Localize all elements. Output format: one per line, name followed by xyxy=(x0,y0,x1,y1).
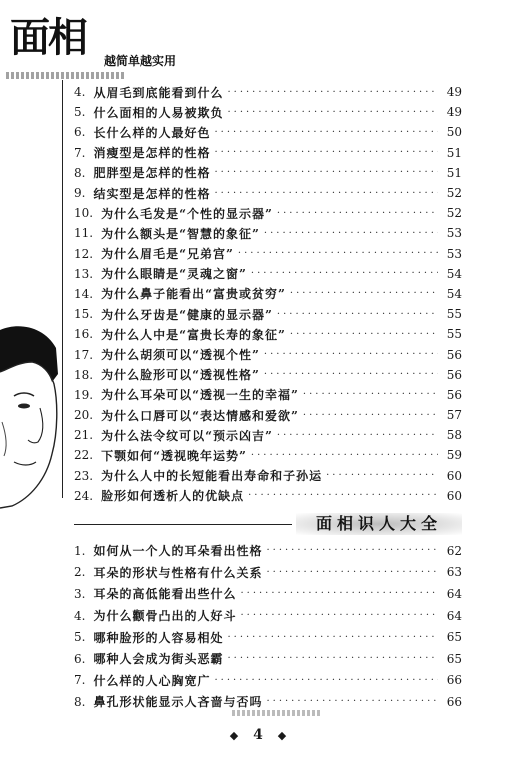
toc-title: 什么面相的人易被欺负 xyxy=(93,105,224,120)
toc-number: 15. xyxy=(74,307,94,322)
toc-entry xyxy=(74,122,462,142)
toc-title: 结实型是怎样的性格 xyxy=(93,186,211,201)
toc-leader-dots xyxy=(214,127,438,138)
toc-leader-dots xyxy=(326,470,438,481)
toc-leader-dots xyxy=(248,490,438,501)
diamond-left-icon: ◆ xyxy=(229,729,239,742)
section-title: 面相识人大全 xyxy=(296,513,462,535)
toc-number: 12. xyxy=(74,246,94,261)
section-header xyxy=(74,513,462,535)
toc-entry xyxy=(74,102,462,122)
toc-entry xyxy=(74,583,462,605)
section-rule xyxy=(74,524,292,525)
toc-leader-dots xyxy=(240,610,438,621)
toc-title: 为什么眉毛是“兄弟宫” xyxy=(101,247,234,262)
toc-number: 8. xyxy=(74,165,86,180)
toc-title: 为什么胡须可以“透视个性” xyxy=(101,348,260,363)
toc-leader-dots xyxy=(266,696,438,707)
toc-entry xyxy=(74,304,462,324)
toc-page: 60 xyxy=(446,468,462,483)
toc-title: 哪种脸形的人容易相处 xyxy=(93,630,224,645)
toc-title: 鼻孔形状能显示人吝啬与否吗 xyxy=(93,695,263,710)
toc-page: 56 xyxy=(446,367,462,382)
toc-number: 6. xyxy=(74,651,86,666)
toc-page: 49 xyxy=(446,105,462,120)
toc-title: 耳朵的形状与性格有什么关系 xyxy=(93,565,263,580)
toc-page: 55 xyxy=(446,327,462,342)
toc-entry xyxy=(74,405,462,425)
toc-page: 66 xyxy=(446,694,462,709)
toc-page: 66 xyxy=(446,673,462,688)
toc-list-part1 xyxy=(74,82,462,506)
toc-number: 8. xyxy=(74,694,86,709)
margin-rule xyxy=(62,80,63,498)
toc-entry xyxy=(74,324,462,344)
toc-number: 2. xyxy=(74,565,86,580)
toc-leader-dots xyxy=(303,389,438,400)
toc-entry xyxy=(74,385,462,405)
toc-page: 57 xyxy=(446,408,462,423)
toc-number: 22. xyxy=(74,448,94,463)
toc-entry xyxy=(74,466,462,486)
book-header xyxy=(0,0,516,85)
toc-entry xyxy=(74,203,462,223)
toc-number: 17. xyxy=(74,347,94,362)
toc-entry xyxy=(74,425,462,445)
toc-leader-dots xyxy=(264,349,438,360)
toc-page: 52 xyxy=(446,186,462,201)
toc-entry xyxy=(74,223,462,243)
toc-page: 50 xyxy=(446,125,462,140)
toc-number: 10. xyxy=(74,206,94,221)
toc-page: 64 xyxy=(446,586,462,601)
toc-leader-dots xyxy=(266,567,438,578)
toc-page: 53 xyxy=(446,226,462,241)
toc-page: 51 xyxy=(446,165,462,180)
toc-entry xyxy=(74,344,462,364)
toc-entry xyxy=(74,365,462,385)
toc-leader-dots xyxy=(277,208,438,219)
toc-number: 19. xyxy=(74,387,94,402)
toc-entry xyxy=(74,244,462,264)
toc-number: 24. xyxy=(74,488,94,503)
toc-title: 为什么脸形可以“透视性格” xyxy=(101,368,260,383)
toc-number: 6. xyxy=(74,125,86,140)
toc-leader-dots xyxy=(303,410,438,421)
toc-page: 54 xyxy=(446,266,462,281)
toc-title: 如何从一个人的耳朵看出性格 xyxy=(93,544,263,559)
book-subtitle: 越简单越实用 xyxy=(104,54,177,68)
toc-page: 51 xyxy=(446,145,462,160)
toc-title: 肥胖型是怎样的性格 xyxy=(93,166,211,181)
toc-number: 3. xyxy=(74,586,86,601)
toc-number: 21. xyxy=(74,428,94,443)
toc-title: 为什么牙齿是“健康的显示器” xyxy=(101,307,273,322)
toc-leader-dots xyxy=(214,167,438,178)
toc-number: 11. xyxy=(74,226,94,241)
toc-entry xyxy=(74,605,462,627)
toc-title: 为什么颧骨凸出的人好斗 xyxy=(93,609,237,624)
toc-number: 18. xyxy=(74,367,94,382)
page-number-footer xyxy=(0,727,516,743)
toc-leader-dots xyxy=(214,147,438,158)
toc-leader-dots xyxy=(227,107,438,118)
toc-leader-dots xyxy=(214,188,438,199)
face-illustration xyxy=(0,322,60,522)
toc-title: 从眉毛到底能看到什么 xyxy=(93,85,224,100)
toc-number: 5. xyxy=(74,105,86,120)
toc-page: 56 xyxy=(446,347,462,362)
toc-entry xyxy=(74,163,462,183)
toc-title: 为什么眼睛是“灵魂之窗” xyxy=(101,267,247,282)
toc-number: 4. xyxy=(74,608,86,623)
toc-page: 64 xyxy=(446,608,462,623)
toc-number: 14. xyxy=(74,286,94,301)
toc-number: 23. xyxy=(74,468,94,483)
toc-number: 7. xyxy=(74,145,86,160)
toc-entry xyxy=(74,445,462,465)
toc-leader-dots xyxy=(290,329,438,340)
toc-page: 53 xyxy=(446,246,462,261)
toc-leader-dots xyxy=(264,369,438,380)
toc-leader-dots xyxy=(277,430,438,441)
toc-page: 65 xyxy=(446,630,462,645)
toc-title: 为什么法令纹可以“预示凶吉” xyxy=(101,428,273,443)
toc-entry xyxy=(74,143,462,163)
toc-number: 7. xyxy=(74,673,86,688)
toc-entry xyxy=(74,562,462,584)
toc-title: 耳朵的高低能看出些什么 xyxy=(93,587,237,602)
toc-leader-dots xyxy=(240,588,438,599)
toc-entry xyxy=(74,670,462,692)
toc-title: 为什么毛发是“个性的显示器” xyxy=(101,206,273,221)
toc-entry xyxy=(74,264,462,284)
toc-title: 消瘦型是怎样的性格 xyxy=(93,146,211,161)
toc-leader-dots xyxy=(277,309,438,320)
toc-leader-dots xyxy=(238,248,438,259)
toc-list-part2 xyxy=(74,540,462,713)
toc-number: 16. xyxy=(74,327,94,342)
toc-page: 54 xyxy=(446,286,462,301)
toc-leader-dots xyxy=(290,288,438,299)
toc-title: 长什么样的人最好色 xyxy=(93,125,211,140)
toc-leader-dots xyxy=(227,632,438,643)
toc-page: 59 xyxy=(446,448,462,463)
toc-entry xyxy=(74,486,462,506)
toc-leader-dots xyxy=(227,653,438,664)
page-number: 4 xyxy=(253,727,263,743)
toc-number: 20. xyxy=(74,408,94,423)
toc-title: 哪种人会成为街头恶霸 xyxy=(93,652,224,667)
toc-entry xyxy=(74,626,462,648)
toc-entry xyxy=(74,648,462,670)
toc-entry xyxy=(74,284,462,304)
diamond-right-icon: ◆ xyxy=(277,729,287,742)
toc-leader-dots xyxy=(251,268,438,279)
toc-page: 65 xyxy=(446,651,462,666)
toc-leader-dots xyxy=(264,228,438,239)
toc-number: 9. xyxy=(74,186,86,201)
toc-number: 1. xyxy=(74,543,86,558)
toc-number: 4. xyxy=(74,85,86,100)
toc-entry xyxy=(74,540,462,562)
toc-leader-dots xyxy=(266,545,438,556)
toc-title: 为什么额头是“智慧的象征” xyxy=(101,226,260,241)
toc-entry xyxy=(74,183,462,203)
book-logo: 面相 xyxy=(10,14,86,61)
toc-number: 13. xyxy=(74,266,94,281)
toc-title: 为什么鼻子能看出“富贵或贫穷” xyxy=(101,287,286,302)
toc-leader-dots xyxy=(214,675,438,686)
toc-page: 56 xyxy=(446,387,462,402)
toc-number: 5. xyxy=(74,630,86,645)
toc-title: 为什么耳朵可以“透视一生的幸福” xyxy=(101,388,299,403)
header-decorative-strip xyxy=(6,72,124,79)
toc-page: 60 xyxy=(446,488,462,503)
toc-title: 脸形如何透析人的优缺点 xyxy=(101,489,245,504)
toc-title: 为什么口唇可以“表达情感和爱欲” xyxy=(101,408,299,423)
toc-entry xyxy=(74,82,462,102)
toc-page: 52 xyxy=(446,206,462,221)
toc-title: 为什么人中的长短能看出寿命和子孙运 xyxy=(101,469,323,484)
toc-page: 63 xyxy=(446,565,462,580)
footer-decorative-strip xyxy=(232,710,322,716)
toc-page: 49 xyxy=(446,85,462,100)
toc-leader-dots xyxy=(227,87,438,98)
toc-page: 62 xyxy=(446,543,462,558)
toc-title: 下颚如何“透视晚年运势” xyxy=(101,448,247,463)
toc-leader-dots xyxy=(251,450,438,461)
toc-title: 什么样的人心胸宽广 xyxy=(93,673,211,688)
toc-page: 55 xyxy=(446,307,462,322)
toc-page: 58 xyxy=(446,428,462,443)
toc-title: 为什么人中是“富贵长寿的象征” xyxy=(101,327,286,342)
